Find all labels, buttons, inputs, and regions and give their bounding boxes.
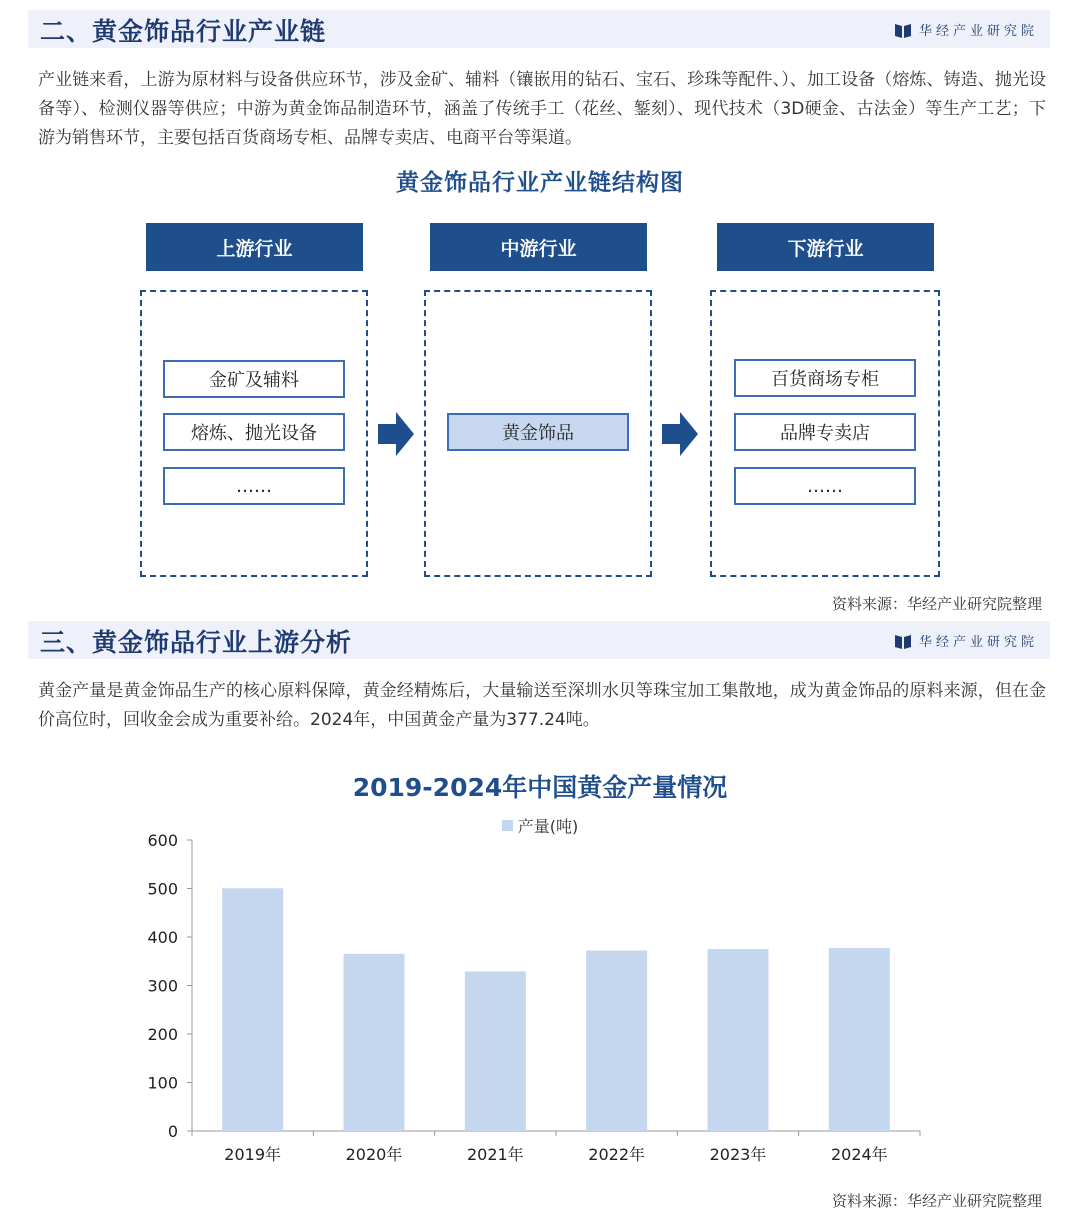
- upstream-item: 金矿及辅料: [163, 360, 345, 398]
- x-tick-label: 2019年: [224, 1145, 282, 1164]
- upstream-header: 上游行业: [146, 223, 363, 271]
- bar: [829, 948, 890, 1131]
- brand-logo-icon: [895, 633, 911, 649]
- section-header-industry-chain: [28, 10, 1050, 48]
- y-tick-label: 600: [147, 831, 178, 850]
- y-tick-label: 500: [147, 879, 178, 899]
- y-tick-label: 100: [147, 1073, 178, 1093]
- downstream-item: 百货商场专柜: [734, 359, 916, 397]
- industry-chain-paragraph: 产业链来看，上游为原材料与设备供应环节，涉及金矿、辅料（镶嵌用的钻石、宝石、珍珠等配件、）、加工设备（熔炼、铸造、抛光设备等）、检测仪器等供应；中游为黄金饰品制造环节，涵盖了传统手工（花丝、錾刻）、现代技术（3D硬金、古法金）等生产工艺；下游为销售环节，主要包括百货商场专柜、品牌专卖店、电商平台等渠道。: [38, 70, 1046, 148]
- downstream-item: ……: [734, 467, 916, 505]
- section-title: 三、黄金饰品行业上游分析: [40, 628, 353, 657]
- y-tick-label: 400: [147, 928, 178, 947]
- upstream-item: 熔炼、抛光设备: [163, 413, 345, 451]
- chart-source: 资料来源：华经产业研究院整理: [831, 1192, 1042, 1210]
- upstream-item: ……: [163, 467, 345, 505]
- downstream-header: 下游行业: [717, 223, 934, 271]
- diagram-source: 资料来源：华经产业研究院整理: [831, 595, 1042, 613]
- y-tick-label: 300: [147, 976, 178, 996]
- arrow-right-icon: [378, 412, 414, 456]
- section-title: 二、黄金饰品行业产业链: [40, 17, 327, 46]
- arrow-right-icon: [662, 412, 698, 456]
- y-tick-label: 0: [167, 1122, 178, 1141]
- diagram-title: 黄金饰品行业产业链结构图: [396, 170, 684, 196]
- x-tick-label: 2024年: [830, 1145, 888, 1164]
- bar: [586, 951, 647, 1131]
- bar: [708, 949, 769, 1131]
- upstream-paragraph: 黄金产量是黄金饰品生产的核心原料保障，黄金经精炼后，大量输送至深圳水贝等珠宝加工集散地，成为黄金饰品的原料来源，但在金价高位时，回收金会成为重要补给。2024年，中国黄金产量为377.24吨。: [38, 681, 1046, 730]
- midstream-item: 黄金饰品: [447, 413, 629, 451]
- brand-name: 华经产业研究院: [918, 24, 1038, 39]
- downstream-item: 品牌专卖店: [734, 413, 916, 451]
- x-tick-label: 2020年: [345, 1145, 403, 1164]
- x-tick-label: 2021年: [466, 1145, 524, 1164]
- midstream-header: 中游行业: [430, 223, 647, 271]
- legend-label: 产量(吨): [517, 817, 579, 836]
- brand-label: [895, 20, 1038, 39]
- brand-logo-icon: [895, 22, 911, 38]
- bar: [465, 971, 526, 1131]
- chart-title: 2019-2024年中国黄金产量情况: [352, 773, 728, 802]
- x-tick-label: 2022年: [588, 1145, 646, 1164]
- section-header-upstream: [28, 621, 1050, 659]
- x-tick-label: 2023年: [709, 1145, 767, 1164]
- bar: [222, 888, 283, 1131]
- y-tick-label: 200: [147, 1025, 178, 1044]
- brand-label: [895, 631, 1038, 650]
- bar-chart: [0, 820, 1080, 1180]
- brand-name: 华经产业研究院: [918, 635, 1038, 650]
- bar: [344, 954, 405, 1131]
